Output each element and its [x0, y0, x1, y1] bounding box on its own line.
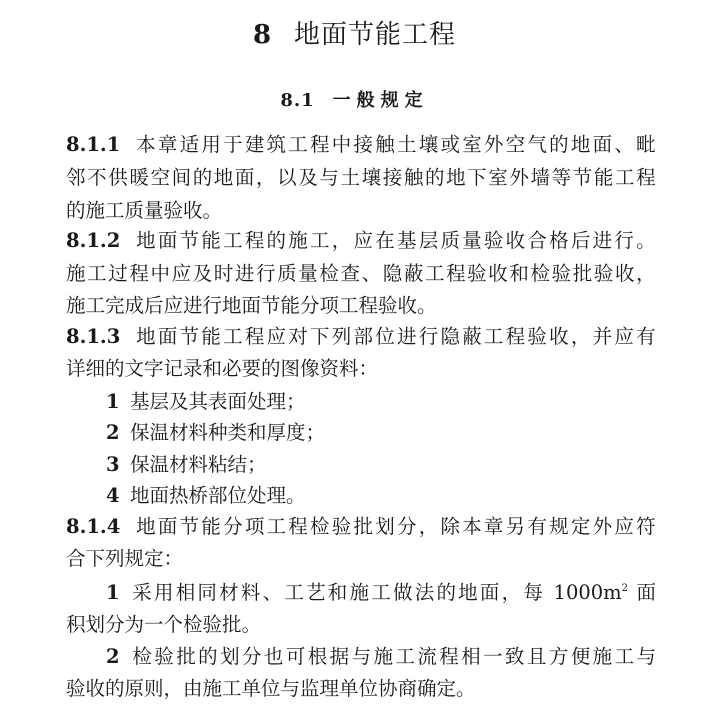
- clause-8-1-3-line-1: [66, 325, 656, 349]
- clause-8-1-2-line-3: 施工完成后应进行地面节能分项工程验收。: [66, 294, 437, 317]
- clause-text: 地面节能工程的施工，应在基层质量验收合格后进行。: [134, 229, 656, 252]
- chapter-heading-text: 地面节能工程: [294, 20, 457, 50]
- section-heading-text: 一般规定: [332, 90, 429, 111]
- item-text: 保温材料粘结；: [130, 453, 267, 476]
- clause-text: 地面节能工程应对下列部位进行隐蔽工程验收，并应有: [134, 325, 656, 348]
- clause-8-1-4-item-1-cont: 积划分为一个检验批。: [66, 613, 262, 636]
- area-value: [554, 581, 629, 604]
- clause-number: 8.1.3: [66, 325, 121, 348]
- item-text: 检验批的划分也可根据与施工流程相一致且方便施工与: [130, 645, 656, 668]
- item-number: 1: [106, 581, 120, 604]
- clause-number: 8.1.2: [66, 229, 121, 252]
- item-text-tail: 面: [636, 581, 656, 604]
- clause-8-1-1-line-2: 邻不供暖空间的地面，以及与土壤接触的地下室外墙等节能工程: [66, 166, 656, 189]
- clause-text: 地面节能分项工程检验批划分，除本章另有规定外应符: [134, 515, 656, 538]
- clause-8-1-1-line-1: [66, 133, 656, 157]
- area-exponent: 2: [621, 583, 629, 594]
- clause-8-1-1-line-3: 的施工质量验收。: [66, 199, 223, 222]
- list-item: [106, 453, 267, 477]
- clause-8-1-4-line-2: 合下列规定：: [66, 547, 184, 570]
- clause-8-1-3-line-2: 详细的文字记录和必要的图像资料：: [66, 357, 379, 380]
- list-item: [106, 390, 306, 414]
- clause-number: 8.1.4: [66, 515, 121, 538]
- section-title: [0, 86, 709, 112]
- clause-8-1-4-line-1: [66, 515, 656, 539]
- item-text: 基层及其表面处理；: [130, 390, 306, 413]
- item-text: 保温材料种类和厚度；: [130, 421, 326, 444]
- item-number: 2: [106, 645, 120, 668]
- item-text: 采用相同材料、工艺和施工做法的地面，每: [130, 581, 546, 604]
- chapter-title: [0, 14, 709, 51]
- list-item: [106, 484, 306, 508]
- area-number: 1000m: [553, 581, 622, 604]
- clause-8-1-4-item-1: [106, 581, 656, 605]
- item-number: 1: [106, 390, 120, 413]
- list-item: [106, 421, 325, 445]
- clause-number: 8.1.1: [66, 133, 121, 156]
- clause-8-1-4-item-2: [106, 645, 656, 669]
- clause-8-1-2-line-1: [66, 229, 656, 253]
- item-text: 地面热桥部位处理。: [130, 484, 306, 507]
- item-number: 2: [106, 421, 120, 444]
- item-number: 4: [106, 484, 120, 507]
- clause-8-1-2-line-2: 施工过程中应及时进行质量检查、隐蔽工程验收和检验批验收，: [66, 262, 656, 285]
- chapter-number: 8: [252, 20, 273, 50]
- clause-text: 本章适用于建筑工程中接触土壤或室外空气的地面、毗: [134, 133, 656, 156]
- item-number: 3: [106, 453, 120, 476]
- section-number: 8.1: [280, 90, 315, 111]
- clause-8-1-4-item-2-cont: 验收的原则，由施工单位与监理单位协商确定。: [66, 677, 476, 700]
